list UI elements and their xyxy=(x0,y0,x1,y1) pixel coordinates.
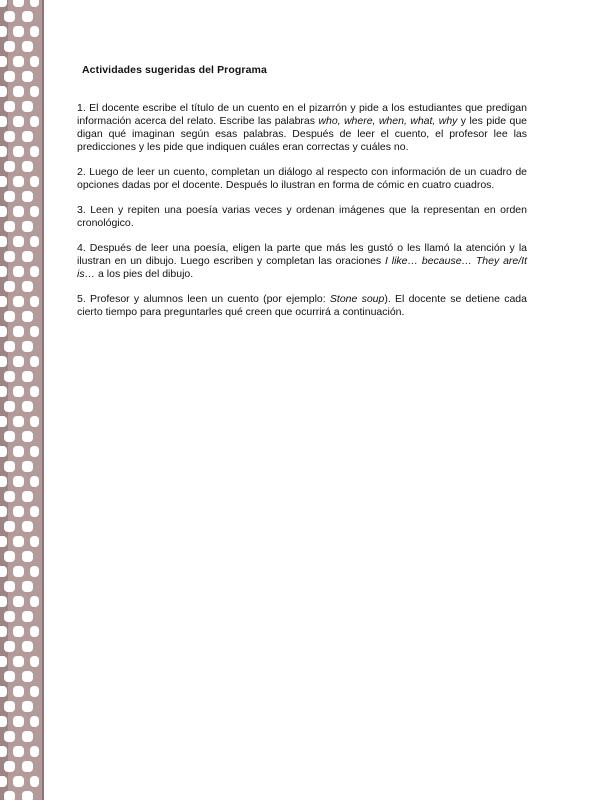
strip-cell xyxy=(22,161,33,172)
activity-item-5-text-a: 5. Profesor y alumnos leen un cuento (por ejemplo: xyxy=(77,293,330,305)
strip-cell xyxy=(0,626,7,637)
strip-cell xyxy=(4,251,15,262)
strip-cell xyxy=(13,326,24,337)
strip-cell xyxy=(4,791,15,802)
strip-cell xyxy=(0,236,7,247)
strip-cell xyxy=(22,281,33,292)
strip-cell xyxy=(30,716,39,727)
strip-cell xyxy=(30,206,39,217)
activity-item-1-emphasis: who, where, when, what, why xyxy=(318,115,458,127)
strip-cell xyxy=(0,146,7,157)
strip-cell xyxy=(30,296,39,307)
strip-cell xyxy=(13,176,24,187)
strip-cell xyxy=(0,326,7,337)
strip-cell xyxy=(30,686,39,697)
activity-item-5-emphasis: Stone soup xyxy=(329,293,385,305)
strip-cell xyxy=(0,716,7,727)
strip-cell xyxy=(13,446,24,457)
strip-cell xyxy=(13,26,24,37)
strip-cell xyxy=(30,476,39,487)
strip-cell xyxy=(0,476,7,487)
strip-cell xyxy=(13,146,24,157)
strip-cell xyxy=(22,761,33,772)
strip-cell xyxy=(4,311,15,322)
strip-cell xyxy=(30,86,39,97)
strip-cell xyxy=(22,191,33,202)
strip-cell xyxy=(30,236,39,247)
strip-cell xyxy=(30,626,39,637)
strip-cell xyxy=(30,746,39,757)
strip-cell xyxy=(30,656,39,667)
strip-pattern xyxy=(0,0,44,800)
activity-item-3-text-a: 3. Leen y repiten una poesía varias veces y ordenan imágenes que la representan en orden cronológico. xyxy=(77,204,527,229)
strip-cell xyxy=(22,371,33,382)
strip-cell xyxy=(0,56,7,67)
strip-cell xyxy=(30,566,39,577)
activity-item-4-text-a: 4. Después de leer una poesía, eligen la parte que más les gustó o les llamó la atención y la ilustran en un dibujo. Luego escriben y completan las oraciones xyxy=(77,242,527,267)
strip-cell xyxy=(22,11,33,22)
strip-cell xyxy=(4,101,15,112)
strip-cell xyxy=(22,311,33,322)
strip-cell xyxy=(4,281,15,292)
strip-cell xyxy=(13,686,24,697)
decorative-side-strip xyxy=(0,0,44,800)
strip-cell xyxy=(22,671,33,682)
strip-cell xyxy=(4,491,15,502)
strip-cell xyxy=(0,776,7,787)
activity-item-5-text-b: ). El docente se detiene cada cierto tiempo para preguntarles qué creen que ocurrirá a continuación. xyxy=(77,293,527,318)
activity-item-4 xyxy=(77,242,527,281)
strip-cell xyxy=(4,701,15,712)
strip-cell xyxy=(13,416,24,427)
activity-item-1-text-a: 1. El docente escribe el título de un cuento en el pizarrón y pide a los estudiantes que predigan información acerca del relato. Escribe las palabras xyxy=(77,102,527,127)
strip-cell xyxy=(22,101,33,112)
strip-cell xyxy=(0,506,7,517)
strip-cell xyxy=(30,536,39,547)
strip-cell xyxy=(13,266,24,277)
strip-cell xyxy=(0,686,7,697)
strip-cell xyxy=(13,566,24,577)
strip-cell xyxy=(13,236,24,247)
strip-cell xyxy=(0,86,7,97)
strip-cell xyxy=(4,371,15,382)
strip-cell xyxy=(0,446,7,457)
strip-cell xyxy=(0,176,7,187)
strip-cell xyxy=(22,611,33,622)
strip-cell xyxy=(0,416,7,427)
strip-cell xyxy=(13,536,24,547)
strip-cell xyxy=(22,521,33,532)
strip-cell xyxy=(30,266,39,277)
strip-cell xyxy=(13,776,24,787)
strip-cell xyxy=(4,11,15,22)
strip-cell xyxy=(22,461,33,472)
strip-cell xyxy=(22,131,33,142)
strip-cell xyxy=(22,71,33,82)
strip-cell xyxy=(22,251,33,262)
strip-cell xyxy=(0,206,7,217)
strip-cell xyxy=(13,596,24,607)
strip-cell xyxy=(30,416,39,427)
strip-cell xyxy=(22,641,33,652)
activity-item-3 xyxy=(77,204,527,230)
strip-cell xyxy=(13,296,24,307)
strip-cell xyxy=(0,566,7,577)
strip-cell xyxy=(30,506,39,517)
strip-cell xyxy=(13,86,24,97)
document-content xyxy=(77,64,527,319)
strip-cell xyxy=(4,71,15,82)
strip-cell xyxy=(0,746,7,757)
activity-item-1 xyxy=(77,102,527,154)
strip-cell xyxy=(30,386,39,397)
strip-cell xyxy=(22,551,33,562)
strip-cell xyxy=(0,116,7,127)
strip-cell xyxy=(4,161,15,172)
strip-cell xyxy=(30,596,39,607)
strip-cell xyxy=(0,296,7,307)
strip-cell xyxy=(13,716,24,727)
strip-cell xyxy=(30,146,39,157)
strip-cell xyxy=(13,746,24,757)
strip-cell xyxy=(4,581,15,592)
strip-cell xyxy=(30,356,39,367)
strip-cell xyxy=(4,641,15,652)
strip-cell xyxy=(30,26,39,37)
strip-cell xyxy=(22,41,33,52)
strip-cell xyxy=(22,581,33,592)
strip-cell xyxy=(0,26,7,37)
strip-cell xyxy=(4,41,15,52)
strip-cell xyxy=(4,131,15,142)
strip-cell xyxy=(13,506,24,517)
strip-cell xyxy=(4,191,15,202)
activity-item-1-text-b: y les pide que digan qué imaginan según esas palabras. Después de leer el cuento, el profesor lee las predicciones y les pide que indiquen cuáles eran correctas y cuáles no. xyxy=(77,115,528,153)
strip-cell xyxy=(0,536,7,547)
strip-cell xyxy=(30,116,39,127)
strip-cell xyxy=(4,401,15,412)
strip-cell xyxy=(4,431,15,442)
strip-cell xyxy=(4,611,15,622)
activity-item-4-text-b: a los pies del dibujo. xyxy=(95,268,194,280)
strip-cell xyxy=(4,731,15,742)
strip-cell xyxy=(22,701,33,712)
strip-cell xyxy=(13,56,24,67)
strip-cell xyxy=(30,326,39,337)
strip-cell xyxy=(13,206,24,217)
strip-cell xyxy=(30,446,39,457)
strip-cell xyxy=(13,116,24,127)
strip-cell xyxy=(30,56,39,67)
strip-cell xyxy=(22,341,33,352)
strip-cell xyxy=(0,596,7,607)
strip-cell xyxy=(0,0,7,7)
activity-item-2 xyxy=(77,166,527,192)
strip-cell xyxy=(0,386,7,397)
strip-cell xyxy=(4,461,15,472)
strip-cell xyxy=(30,776,39,787)
strip-cell xyxy=(0,266,7,277)
strip-cell xyxy=(13,0,24,7)
strip-cell xyxy=(4,521,15,532)
strip-cell xyxy=(22,491,33,502)
document-title: Actividades sugeridas del Programa xyxy=(82,64,267,76)
strip-cell xyxy=(13,656,24,667)
strip-cell xyxy=(13,626,24,637)
strip-cell xyxy=(13,386,24,397)
activity-item-2-text-a: 2. Luego de leer un cuento, completan un diálogo al respecto con información de un cuadro de opciones dadas por el docente. Después lo ilustran en forma de cómic en cuatro cuadros. xyxy=(77,166,527,191)
activity-item-5 xyxy=(77,293,527,319)
strip-cell xyxy=(13,476,24,487)
strip-cell xyxy=(30,176,39,187)
strip-cell xyxy=(4,671,15,682)
strip-cell xyxy=(4,221,15,232)
strip-cell xyxy=(4,551,15,562)
strip-cell xyxy=(22,221,33,232)
strip-cell xyxy=(22,431,33,442)
strip-cell xyxy=(0,656,7,667)
strip-cell xyxy=(0,356,7,367)
activity-item-4-emphasis: I like… because… They are/It is… xyxy=(77,255,527,280)
strip-cell xyxy=(4,341,15,352)
strip-cell xyxy=(30,0,39,7)
strip-cell xyxy=(22,731,33,742)
strip-cell xyxy=(22,791,33,802)
strip-cell xyxy=(13,356,24,367)
strip-cell xyxy=(22,401,33,412)
strip-cell xyxy=(4,761,15,772)
